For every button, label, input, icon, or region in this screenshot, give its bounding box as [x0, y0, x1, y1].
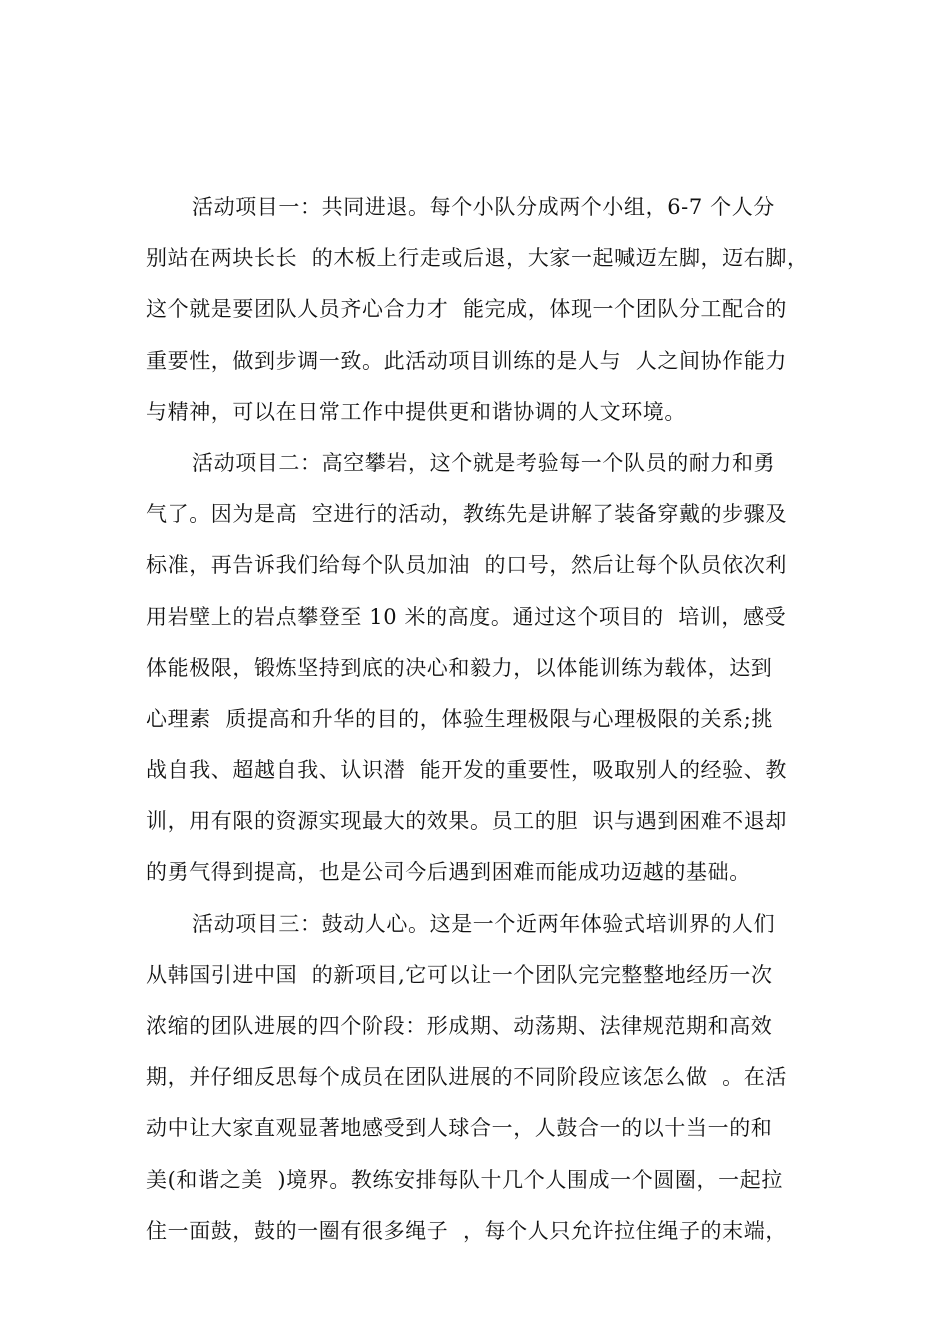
paragraph-3-line-2: 从韩国引进中国 的新项目,它可以让一个团队完完整整地经历一次: [146, 962, 773, 987]
paragraph-3-line-6: 美(和谐之美 )境界。教练安排每队十几个人围成一个圆圈，一起拉: [146, 1167, 783, 1192]
paragraph-3-line-3: 浓缩的团队进展的四个阶段：形成期、动荡期、法律规范期和高效: [146, 1014, 773, 1038]
document-body: [146, 182, 836, 1257]
paragraph-1-line-1: 活动项目一：共同进退。每个小队分成两个小组，6-7 个人分: [192, 195, 775, 219]
paragraph-3-line-1: 活动项目三：鼓动人心。这是一个近两年体验式培训界的人们: [192, 911, 776, 936]
paragraph-1-line-5: 与精神，可以在日常工作中提供更和谐协调的人文环境。: [146, 399, 686, 424]
paragraph-2-line-4: 用岩壁上的岩点攀登至 10 米的高度。通过这个项目的 培训，感受: [146, 604, 787, 629]
paragraph-2-line-3: 标准，再告诉我们给每个队员加油 的口号，然后让每个队员依次利: [146, 553, 787, 578]
paragraph-2-line-7: 战自我、超越自我、认识潜 能开发的重要性，吸取别人的经验、教: [146, 758, 787, 783]
paragraph-2-line-5: 体能极限，锻炼坚持到底的决心和毅力，以体能训练为载体，达到: [146, 655, 773, 680]
paragraph-2-line-6: 心理素 质提高和升华的目的，体验生理极限与心理极限的关系;挑: [146, 706, 774, 731]
paragraph-2-line-9: 的勇气得到提高，也是公司今后遇到困难而能成功迈越的基础。: [146, 860, 751, 885]
paragraph-1-line-3: 这个就是要团队人员齐心合力才 能完成，体现一个团队分工配合的: [146, 297, 787, 322]
paragraph-3-line-5: 动中让大家直观显著地感受到人球合一，人鼓合一的以十当一的和: [146, 1116, 773, 1141]
paragraph-1-line-2: 别站在两块长长 的木板上行走或后退，大家一起喊迈左脚，迈右脚，: [146, 246, 809, 271]
paragraph-2-line-2: 气了。因为是高 空进行的活动，教练先是讲解了装备穿戴的步骤及: [146, 502, 787, 527]
paragraph-3-line-4: 期，并仔细反思每个成员在团队进展的不同阶段应该怎么做 。在活: [146, 1065, 787, 1090]
paragraph-2-line-8: 训，用有限的资源实现最大的效果。员工的胆 识与遇到困难不退却: [146, 809, 787, 834]
paragraph-1-line-4: 重要性，做到步调一致。此活动项目训练的是人与 人之间协作能力: [146, 348, 787, 373]
paragraph-2-line-1: 活动项目二：高空攀岩，这个就是考验每一个队员的耐力和勇: [192, 450, 776, 475]
paragraph-3-line-7: 住一面鼓，鼓的一圈有很多绳子 ，每个人只允许拉住绳子的末端，: [146, 1218, 787, 1243]
